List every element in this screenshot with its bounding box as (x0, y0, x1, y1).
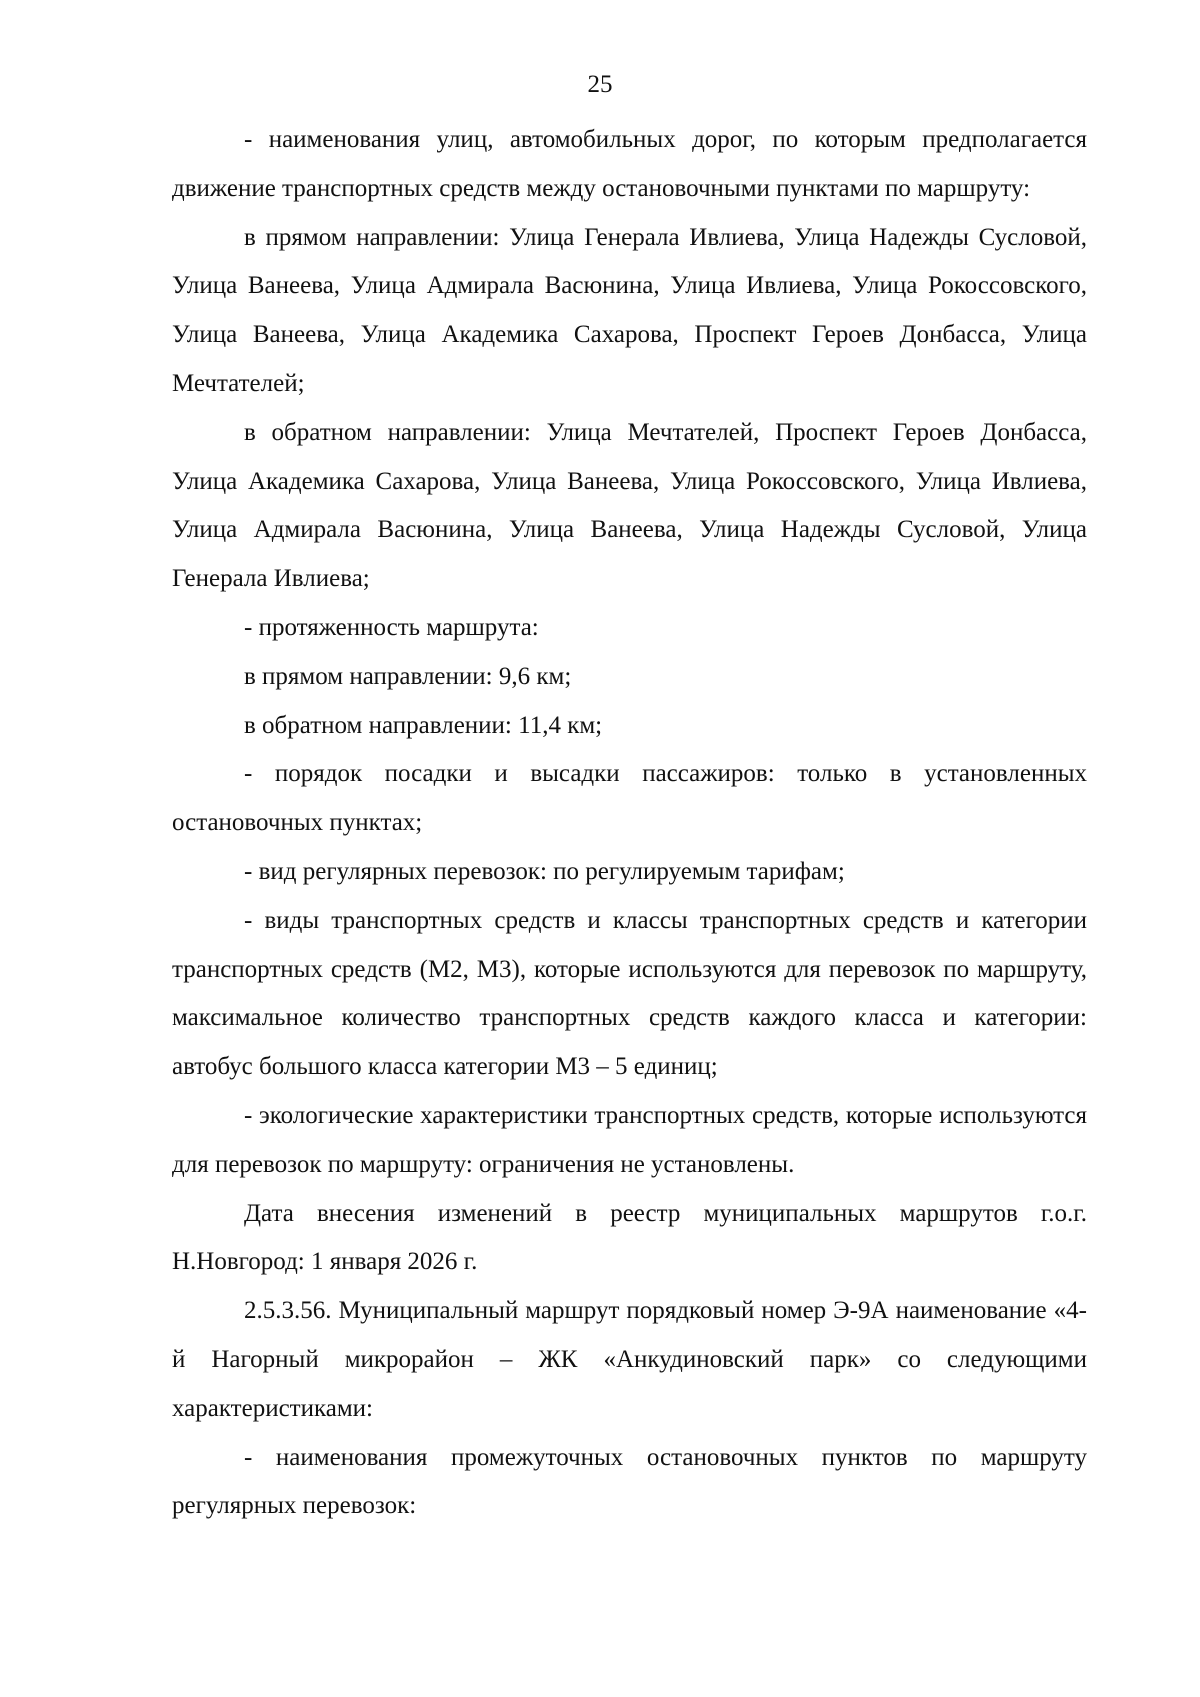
paragraph-forward-length: в прямом направлении: 9,6 км; (244, 662, 572, 690)
paragraph-reverse-direction-streets: в обратном направлении: Улица Мечтателей, Проспект Героев Донбасса, Улица Академика Сахарова, Улица Ванеева, Улица Рокоссовского, Улица Ивлиева, Улица Адмирала Васюнина, Улица Ванеева, Улица Надежды Сусловой, Улица Генерала Ивлиева; (172, 418, 1087, 593)
paragraph-reverse-length: в обратном направлении: 11,4 км; (244, 711, 603, 739)
page-number: 25 (587, 71, 613, 98)
paragraph-forward-direction-streets: в прямом направлении: Улица Генерала Ивлиева, Улица Надежды Сусловой, Улица Ванеева, Улица Адмирала Васюнина, Улица Ивлиева, Улица Рокоссовского, Улица Ванеева, Улица Академика Сахарова, Проспект Героев Донбасса, Улица Мечтателей; (172, 223, 1087, 397)
paragraph-route-e9a-heading: 2.5.3.56. Муниципальный маршрут порядковый номер Э-9А наименование «4-й Нагорный микрорайон – ЖК «Анкудиновский парк» со следующими характеристиками: (172, 1297, 1087, 1422)
paragraph-route-length-heading: - протяженность маршрута: (244, 613, 539, 641)
paragraph-street-names-intro: - наименования улиц, автомобильных дорог, по которым предполагается движение транспортных средств между остановочными пунктами по маршруту: (172, 126, 1087, 202)
paragraph-ecological-characteristics: - экологические характеристики транспортных средств, которые используются для перевозок по маршруту: ограничения не установлены. (172, 1101, 1087, 1178)
document-body (172, 116, 1087, 1531)
paragraph-transport-type: - вид регулярных перевозок: по регулируемым тарифам; (244, 857, 845, 885)
paragraph-boarding-order: - порядок посадки и высадки пассажиров: только в установленных остановочных пунктах; (172, 760, 1087, 837)
paragraph-vehicle-classes: - виды транспортных средств и классы транспортных средств и категории транспортных средств (М2, М3), которые используются для перевозок по маршруту, максимальное количество транспортных средств каждого класса и категории: автобус большого класса категории М3 – 5 единиц; (172, 906, 1087, 1081)
paragraph-intermediate-stops-intro: - наименования промежуточных остановочных пунктов по маршруту регулярных перевозок: (172, 1443, 1087, 1520)
paragraph-registry-change-date: Дата внесения изменений в реестр муниципальных маршрутов г.о.г. Н.Новгород: 1 января 2026 г. (172, 1199, 1087, 1276)
